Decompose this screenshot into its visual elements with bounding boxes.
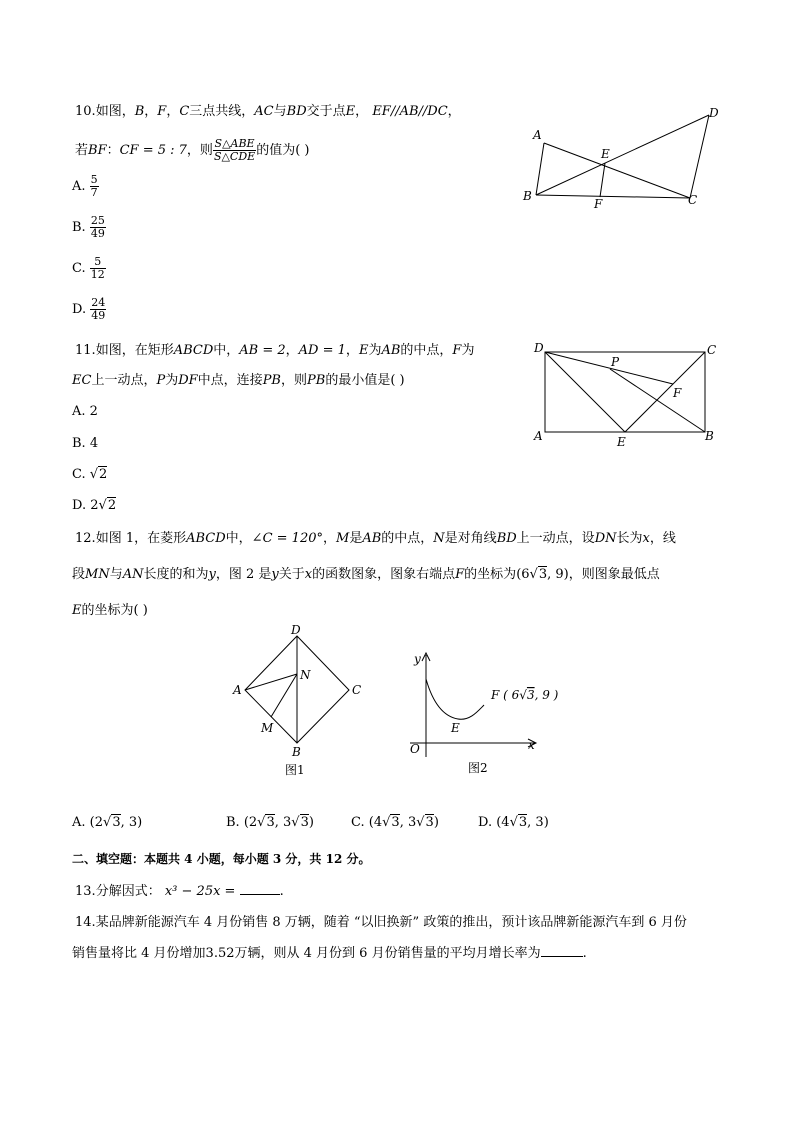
q10-label-a: A bbox=[533, 128, 542, 142]
q12-fig2-label-f: F ( 6√3, 9 ) bbox=[491, 688, 559, 702]
q11-line2: EC上一动点，P为DF中点，连接PB，则PB的最小值是( ) bbox=[72, 373, 405, 388]
q10-seg-cd bbox=[690, 115, 709, 198]
q11-option-c[interactable]: C. √2 bbox=[72, 467, 108, 482]
q12-line2: 段MN与AN长度的和为y，图 2 是y关于x的函数图象，图象右端点F的坐标为(6√3, 9)，则图象最低点 bbox=[72, 567, 660, 582]
q12-fig1-label-m: M bbox=[261, 721, 274, 735]
q11-label-p: P bbox=[611, 355, 620, 369]
q12-curve bbox=[426, 679, 484, 719]
q10-line1: 10.如图，B，F，C三点共线，AC与BD交于点E， EF//AB//DC， bbox=[75, 104, 461, 119]
q11-label-b: B bbox=[705, 429, 714, 443]
q12-fig1-label-d: D bbox=[291, 623, 301, 637]
q11-number: 11. bbox=[75, 343, 96, 358]
q12-fig1-label-c: C bbox=[352, 683, 362, 697]
q13-answer-blank[interactable] bbox=[240, 882, 280, 895]
q11-option-b[interactable]: B. 4 bbox=[72, 436, 99, 451]
q11-label-e: E bbox=[617, 435, 626, 449]
q10-seg-ab bbox=[536, 143, 544, 195]
q10-line2: 若BF：CF = 5 : 7，则 $\frac{\text{S△ABE}}{\text{S△CDE}}$ 的值为( ) bbox=[75, 137, 310, 163]
q11-seg-ec bbox=[625, 352, 705, 432]
q10-seg-bc bbox=[536, 195, 690, 198]
q10-label-b: B bbox=[523, 189, 532, 203]
q10-label-f: F bbox=[594, 197, 603, 211]
q11-seg-df bbox=[545, 352, 673, 384]
q12-line1: 12.如图 1，在菱形ABCD中，∠C = 120°，M是AB的中点，N是对角线BD上一动点，设DN长为x，线 bbox=[75, 531, 676, 546]
q10-option-c[interactable]: C. $\frac{5}{12}$ bbox=[72, 255, 105, 281]
q14-line2: 销售量将比 4 月份增加3.52万辆，则从 4 月份到 6 月份销售量的平均月增长率为 . bbox=[72, 946, 587, 961]
q13-number: 13. bbox=[75, 884, 96, 899]
q11-label-c: C bbox=[707, 343, 717, 357]
q10-seg-ac bbox=[544, 143, 690, 198]
q11-figure bbox=[530, 340, 720, 452]
q12-number: 12. bbox=[75, 531, 96, 546]
q12-option-b[interactable]: B. (2√3, 3√3) bbox=[226, 815, 314, 830]
q12-figure2 bbox=[400, 645, 590, 785]
q12-option-c[interactable]: C. (4√3, 3√3) bbox=[351, 815, 439, 830]
q12-option-a[interactable]: A. (2√3, 3) bbox=[72, 815, 143, 830]
q12-option-d[interactable]: D. (4√3, 3) bbox=[478, 815, 549, 830]
q14-number: 14. bbox=[75, 915, 96, 930]
q13-line: 13.分解因式： x³ − 25x = . bbox=[75, 884, 284, 899]
q11-option-d[interactable]: D. 2√2 bbox=[72, 498, 117, 513]
section2-heading: 二、填空题：本题共 4 小题，每小题 3 分，共 12 分。 bbox=[72, 852, 371, 866]
q10-label-d: D bbox=[709, 106, 719, 120]
q12-fig2-label-o: O bbox=[410, 742, 420, 756]
q10-option-a[interactable]: A. $\frac{5}{7}$ bbox=[72, 173, 98, 199]
q10-option-d[interactable]: D. $\frac{24}{49}$ bbox=[72, 296, 106, 322]
q11-label-f: F bbox=[673, 386, 682, 400]
q11-line1: 11.如图，在矩形ABCD中，AB = 2，AD = 1，E为AB的中点，F为 bbox=[75, 343, 475, 358]
q12-fig2-caption: 图2 bbox=[468, 761, 488, 775]
q10-seg-bd bbox=[536, 115, 709, 195]
q14-answer-blank[interactable] bbox=[541, 944, 583, 957]
q12-fig1-label-a: A bbox=[233, 683, 242, 697]
q10-figure bbox=[520, 100, 730, 212]
q10-option-b[interactable]: B. $\frac{25}{49}$ bbox=[72, 214, 105, 240]
q10-label-c: C bbox=[688, 193, 698, 207]
q10-seg-ef bbox=[600, 163, 605, 197]
q10-number: 10. bbox=[75, 104, 96, 119]
q12-fig1-caption: 图1 bbox=[285, 763, 305, 777]
q12-fig2-label-e: E bbox=[451, 721, 460, 735]
q10-area-ratio: $\frac{\text{S△ABE}}{\text{S△CDE}}$ bbox=[213, 137, 256, 163]
q11-option-a[interactable]: A. 2 bbox=[72, 404, 98, 419]
q12-fig2-label-x: x bbox=[528, 738, 535, 752]
q12-line3: E的坐标为( ) bbox=[72, 603, 148, 618]
q12-fig1-label-b: B bbox=[292, 745, 301, 759]
q11-label-d: D bbox=[534, 341, 544, 355]
q12-figure1 bbox=[225, 622, 375, 782]
q14-line1: 14.某品牌新能源汽车 4 月份销售 8 万辆，随着 “以旧换新” 政策的推出，预计该品牌新能源汽车到 6 月份 bbox=[75, 915, 687, 930]
q12-fig1-label-n: N bbox=[300, 668, 311, 682]
q10-label-e: E bbox=[601, 147, 610, 161]
q11-seg-pb bbox=[610, 369, 705, 432]
q12-fig2-label-y: y bbox=[414, 652, 421, 666]
q11-label-a: A bbox=[534, 429, 543, 443]
